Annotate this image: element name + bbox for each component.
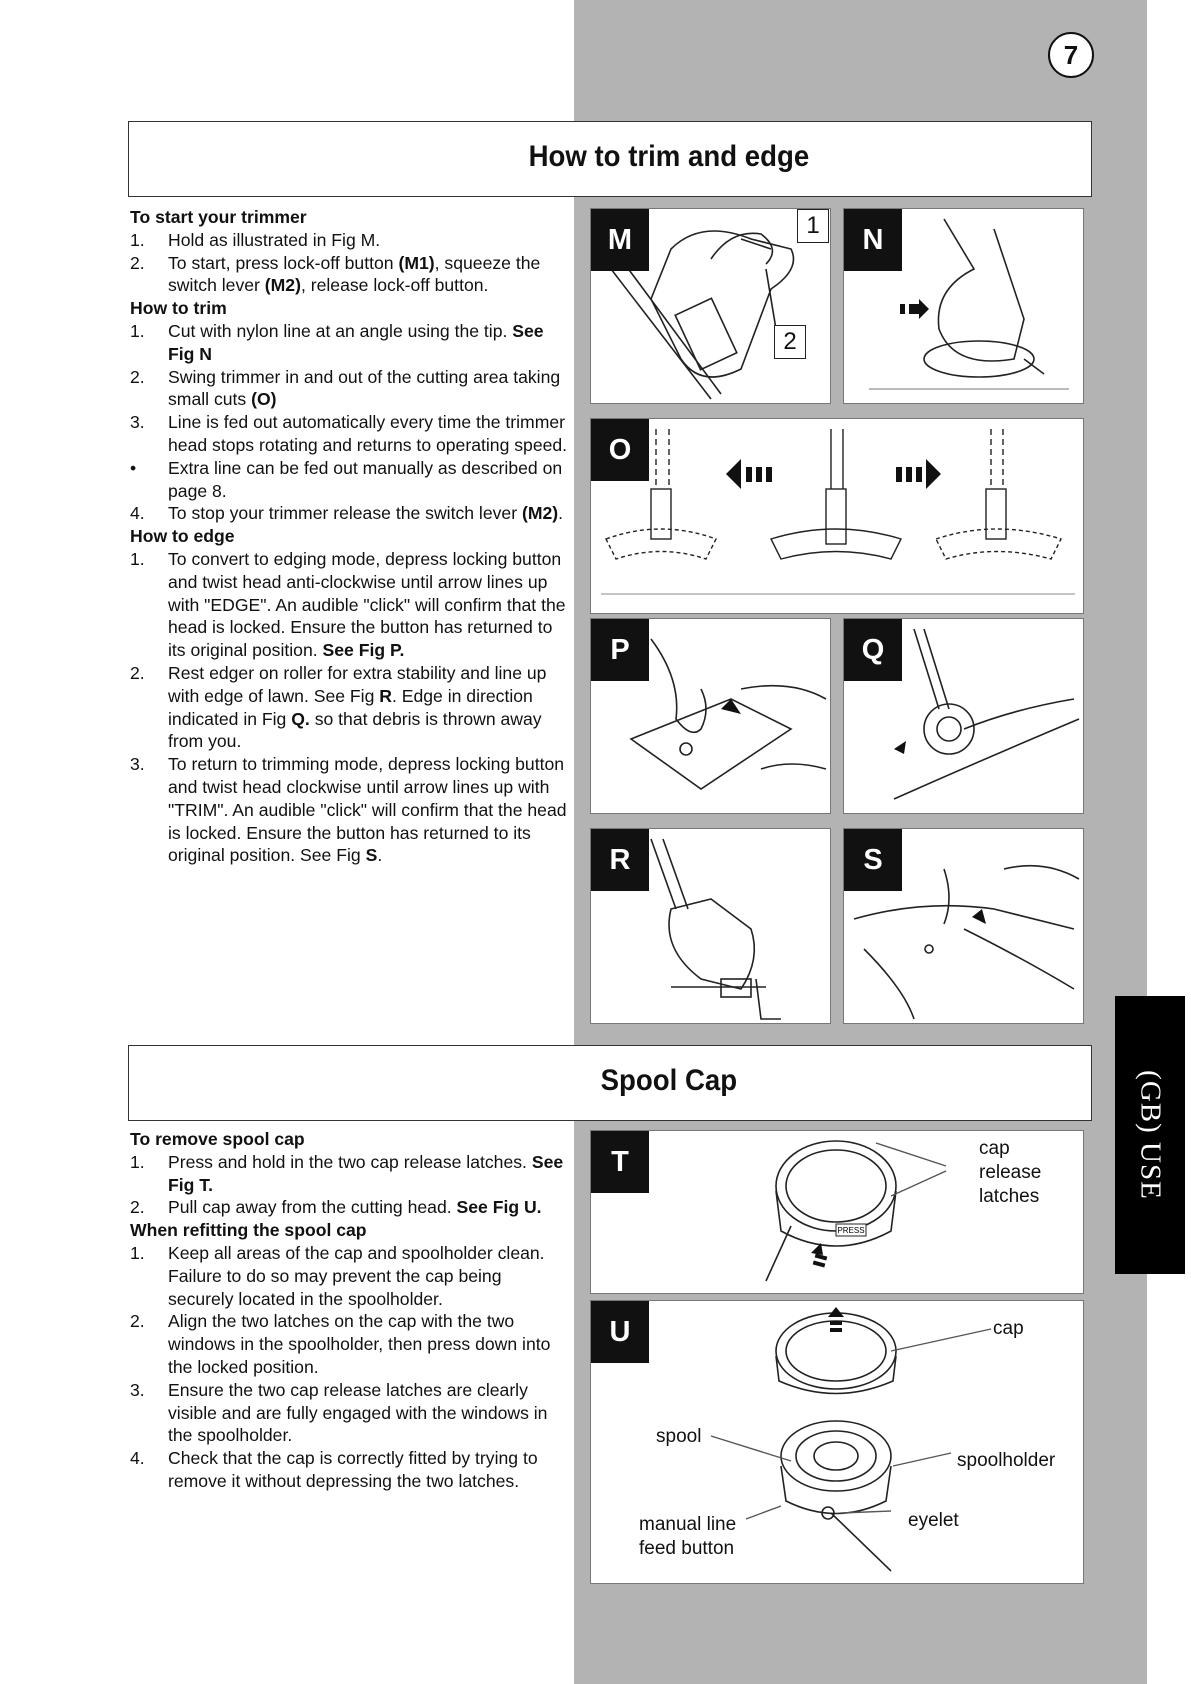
figure-n	[843, 208, 1084, 404]
figure-label-u: U	[591, 1301, 649, 1363]
remove-item: 2. Pull cap away from the cutting head. See Fig U.	[130, 1197, 542, 1218]
trim-item: 2. Swing trimmer in and out of the cutting area taking small cuts (O)	[130, 366, 561, 410]
page-number: 7	[1048, 32, 1094, 78]
figure-label-r: R	[591, 829, 649, 891]
figure-label-p: P	[591, 619, 649, 681]
callout-manual-line-feed-button: manual line feed button	[639, 1514, 737, 1559]
refit-item: 2. Align the two latches on the cap with the two windows in the spoolholder, then press down into the locked position.	[130, 1311, 551, 1377]
trim-item: 1. Cut with nylon line at an angle using the tip. See Fig N	[130, 320, 544, 364]
figure-label-n: N	[844, 209, 902, 271]
trim-edge-instructions	[130, 206, 570, 867]
trim-item: 4. To stop your trimmer release the switch lever (M2).	[130, 503, 564, 524]
callout-spoolholder: spoolholder	[957, 1450, 1056, 1471]
language-tab-label: (GB) USE	[1134, 1070, 1167, 1200]
refit-item: 1. Keep all areas of the cap and spoolholder clean. Failure to do so may prevent the cap being securely located in the spoolholder.	[130, 1242, 545, 1309]
callout-m1: 1	[797, 209, 829, 243]
callout-cap-release-latches: cap release latches	[979, 1138, 1042, 1207]
callout-m2: 2	[774, 325, 806, 359]
remove-item: 1. Press and hold in the two cap release latches. See Fig T.	[130, 1151, 564, 1195]
figure-s	[843, 828, 1084, 1024]
trim-item: 3. Line is fed out automatically every time the trimmer head stops rotating and returns to operating speed.	[130, 412, 568, 455]
callout-cap: cap	[993, 1318, 1024, 1339]
start-heading: To start your trimmer	[130, 207, 307, 227]
edge-item: 3. To return to trimming mode, depress locking button and twist head clockwise until arrow lines up with "TRIM". An audible "click" will confirm that the head is locked. Ensure the button has returned to its original position. See Fig S.	[130, 754, 567, 866]
callout-spool: spool	[656, 1426, 702, 1447]
section-title-trim-edge	[128, 121, 1092, 197]
edge-heading: How to edge	[130, 526, 235, 547]
remove-heading: To remove spool cap	[130, 1129, 305, 1149]
figure-m	[590, 208, 831, 404]
figure-q	[843, 618, 1084, 814]
edge-item: 2. Rest edger on roller for extra stability and line up with edge of lawn. See Fig R. Edge in direction indicated in Fig Q. so that debris is thrown away from you.	[130, 662, 547, 752]
section-title-text: How to trim and edge	[528, 140, 810, 173]
figure-t	[590, 1130, 1084, 1294]
edge-item: 1. To convert to edging mode, depress locking button and twist head anti-clockwise until arrow lines up with "EDGE". An audible "click" will confirm that the head is locked. Ensure the button has returned to its original position. See Fig P.	[130, 548, 566, 661]
figure-label-m: M	[591, 209, 649, 271]
section-title-spool-cap	[128, 1045, 1092, 1121]
start-item: 2. To start, press lock-off button (M1), squeeze the switch lever (M2), release lock-off button.	[130, 252, 541, 296]
refit-item: 4. Check that the cap is correctly fitted by trying to remove it without depressing the two latches.	[130, 1448, 538, 1491]
refit-item: 3. Ensure the two cap release latches are clearly visible and are fully engaged with the windows in the spoolholder.	[130, 1379, 548, 1446]
callout-eyelet: eyelet	[908, 1510, 959, 1531]
spool-cap-instructions	[130, 1128, 570, 1493]
figure-p	[590, 618, 831, 814]
figure-label-q: Q	[844, 619, 902, 681]
figure-label-o: O	[591, 419, 649, 481]
figure-label-t: T	[591, 1131, 649, 1193]
language-tab	[1115, 996, 1185, 1274]
trim-heading: How to trim	[130, 298, 227, 319]
press-label: PRESS	[837, 1226, 865, 1235]
figure-u	[590, 1300, 1084, 1584]
start-item: 1. Hold as illustrated in Fig M.	[130, 229, 381, 250]
swing-motion-illustration	[591, 419, 1084, 614]
figure-r	[590, 828, 831, 1024]
refit-heading: When refitting the spool cap	[130, 1220, 367, 1241]
trim-item: • Extra line can be fed out manually as described on page 8.	[130, 457, 563, 501]
figure-o	[590, 418, 1084, 614]
figure-label-s: S	[844, 829, 902, 891]
section-title-text: Spool Cap	[600, 1064, 738, 1097]
